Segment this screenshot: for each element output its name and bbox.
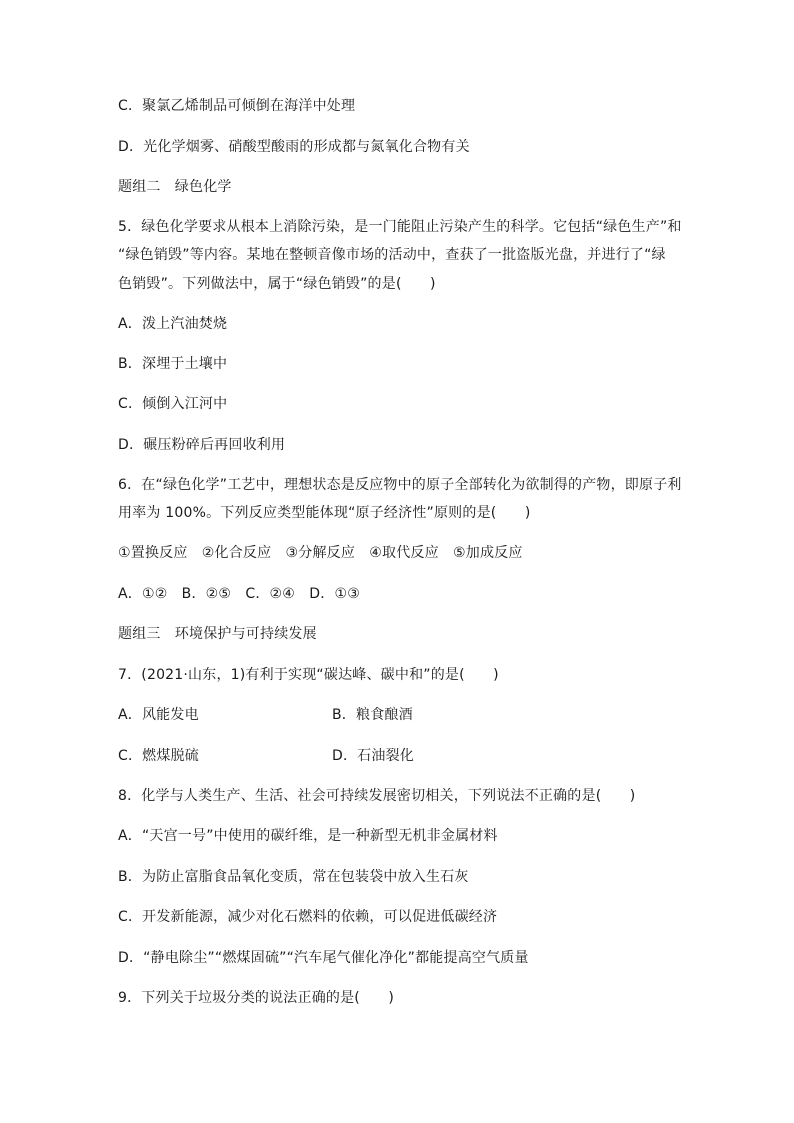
section-heading-3: 题组三 环境保护与可持续发展 [118, 626, 317, 642]
question-8: 8．化学与人类生产、生活、社会可持续发展密切相关，下列说法不正确的是( ) [118, 788, 636, 804]
option-7b: B．粮食酿酒 [332, 707, 413, 723]
question-5-line-2: “绿色销毁”等内容。某地在整顿音像市场的活动中，查获了一批盗版光盘，并进行了“绿 [118, 247, 666, 263]
question-5-line-3: 色销毁”。下列做法中，属于“绿色销毁”的是( ) [118, 276, 436, 292]
option-4d: D．光化学烟雾、硝酸型酸雨的形成都与氮氧化合物有关 [118, 139, 470, 155]
question-6-line-1: 6．在“绿色化学”工艺中，理想状态是反应物中的原子全部转化为欲制得的产物，即原子利 [118, 477, 682, 493]
option-7d: D．石油裂化 [332, 748, 414, 764]
question-6-choices: ①置换反应 ②化合反应 ③分解反应 ④取代反应 ⑤加成反应 [118, 545, 523, 561]
option-8b: B．为防止富脂食品氧化变质，常在包装袋中放入生石灰 [118, 869, 469, 885]
question-5-line-1: 5．绿色化学要求从根本上消除污染，是一门能阻止污染产生的科学。它包括“绿色生产”和 [118, 219, 682, 235]
option-8c: C．开发新能源，减少对化石燃料的依赖，可以促进低碳经济 [118, 909, 498, 925]
option-4c: C．聚氯乙烯制品可倾倒在海洋中处理 [118, 98, 356, 114]
option-5c: C．倾倒入江河中 [118, 396, 228, 412]
question-6-line-2: 用率为 100%。下列反应类型能体现“原子经济性”原则的是( ) [118, 505, 531, 521]
question-7: 7．(2021·山东，1)有利于实现“碳达峰、碳中和”的是( ) [118, 667, 499, 683]
option-7c: C．燃煤脱硫 [118, 748, 199, 764]
question-6-options: A．①② B．②⑤ C．②④ D．①③ [118, 586, 360, 602]
section-heading-2: 题组二 绿色化学 [118, 179, 232, 195]
option-5d: D．碾压粉碎后再回收利用 [118, 437, 286, 453]
option-8a: A．“天宫一号”中使用的碳纤维，是一种新型无机非金属材料 [118, 828, 498, 844]
option-7a: A．风能发电 [118, 707, 199, 723]
option-8d: D．“静电除尘”“燃煤固硫”“汽车尾气催化净化”都能提高空气质量 [118, 950, 529, 966]
option-5b: B．深埋于土壤中 [118, 356, 228, 372]
question-9: 9．下列关于垃圾分类的说法正确的是( ) [118, 990, 395, 1006]
option-5a: A．泼上汽油焚烧 [118, 316, 228, 332]
